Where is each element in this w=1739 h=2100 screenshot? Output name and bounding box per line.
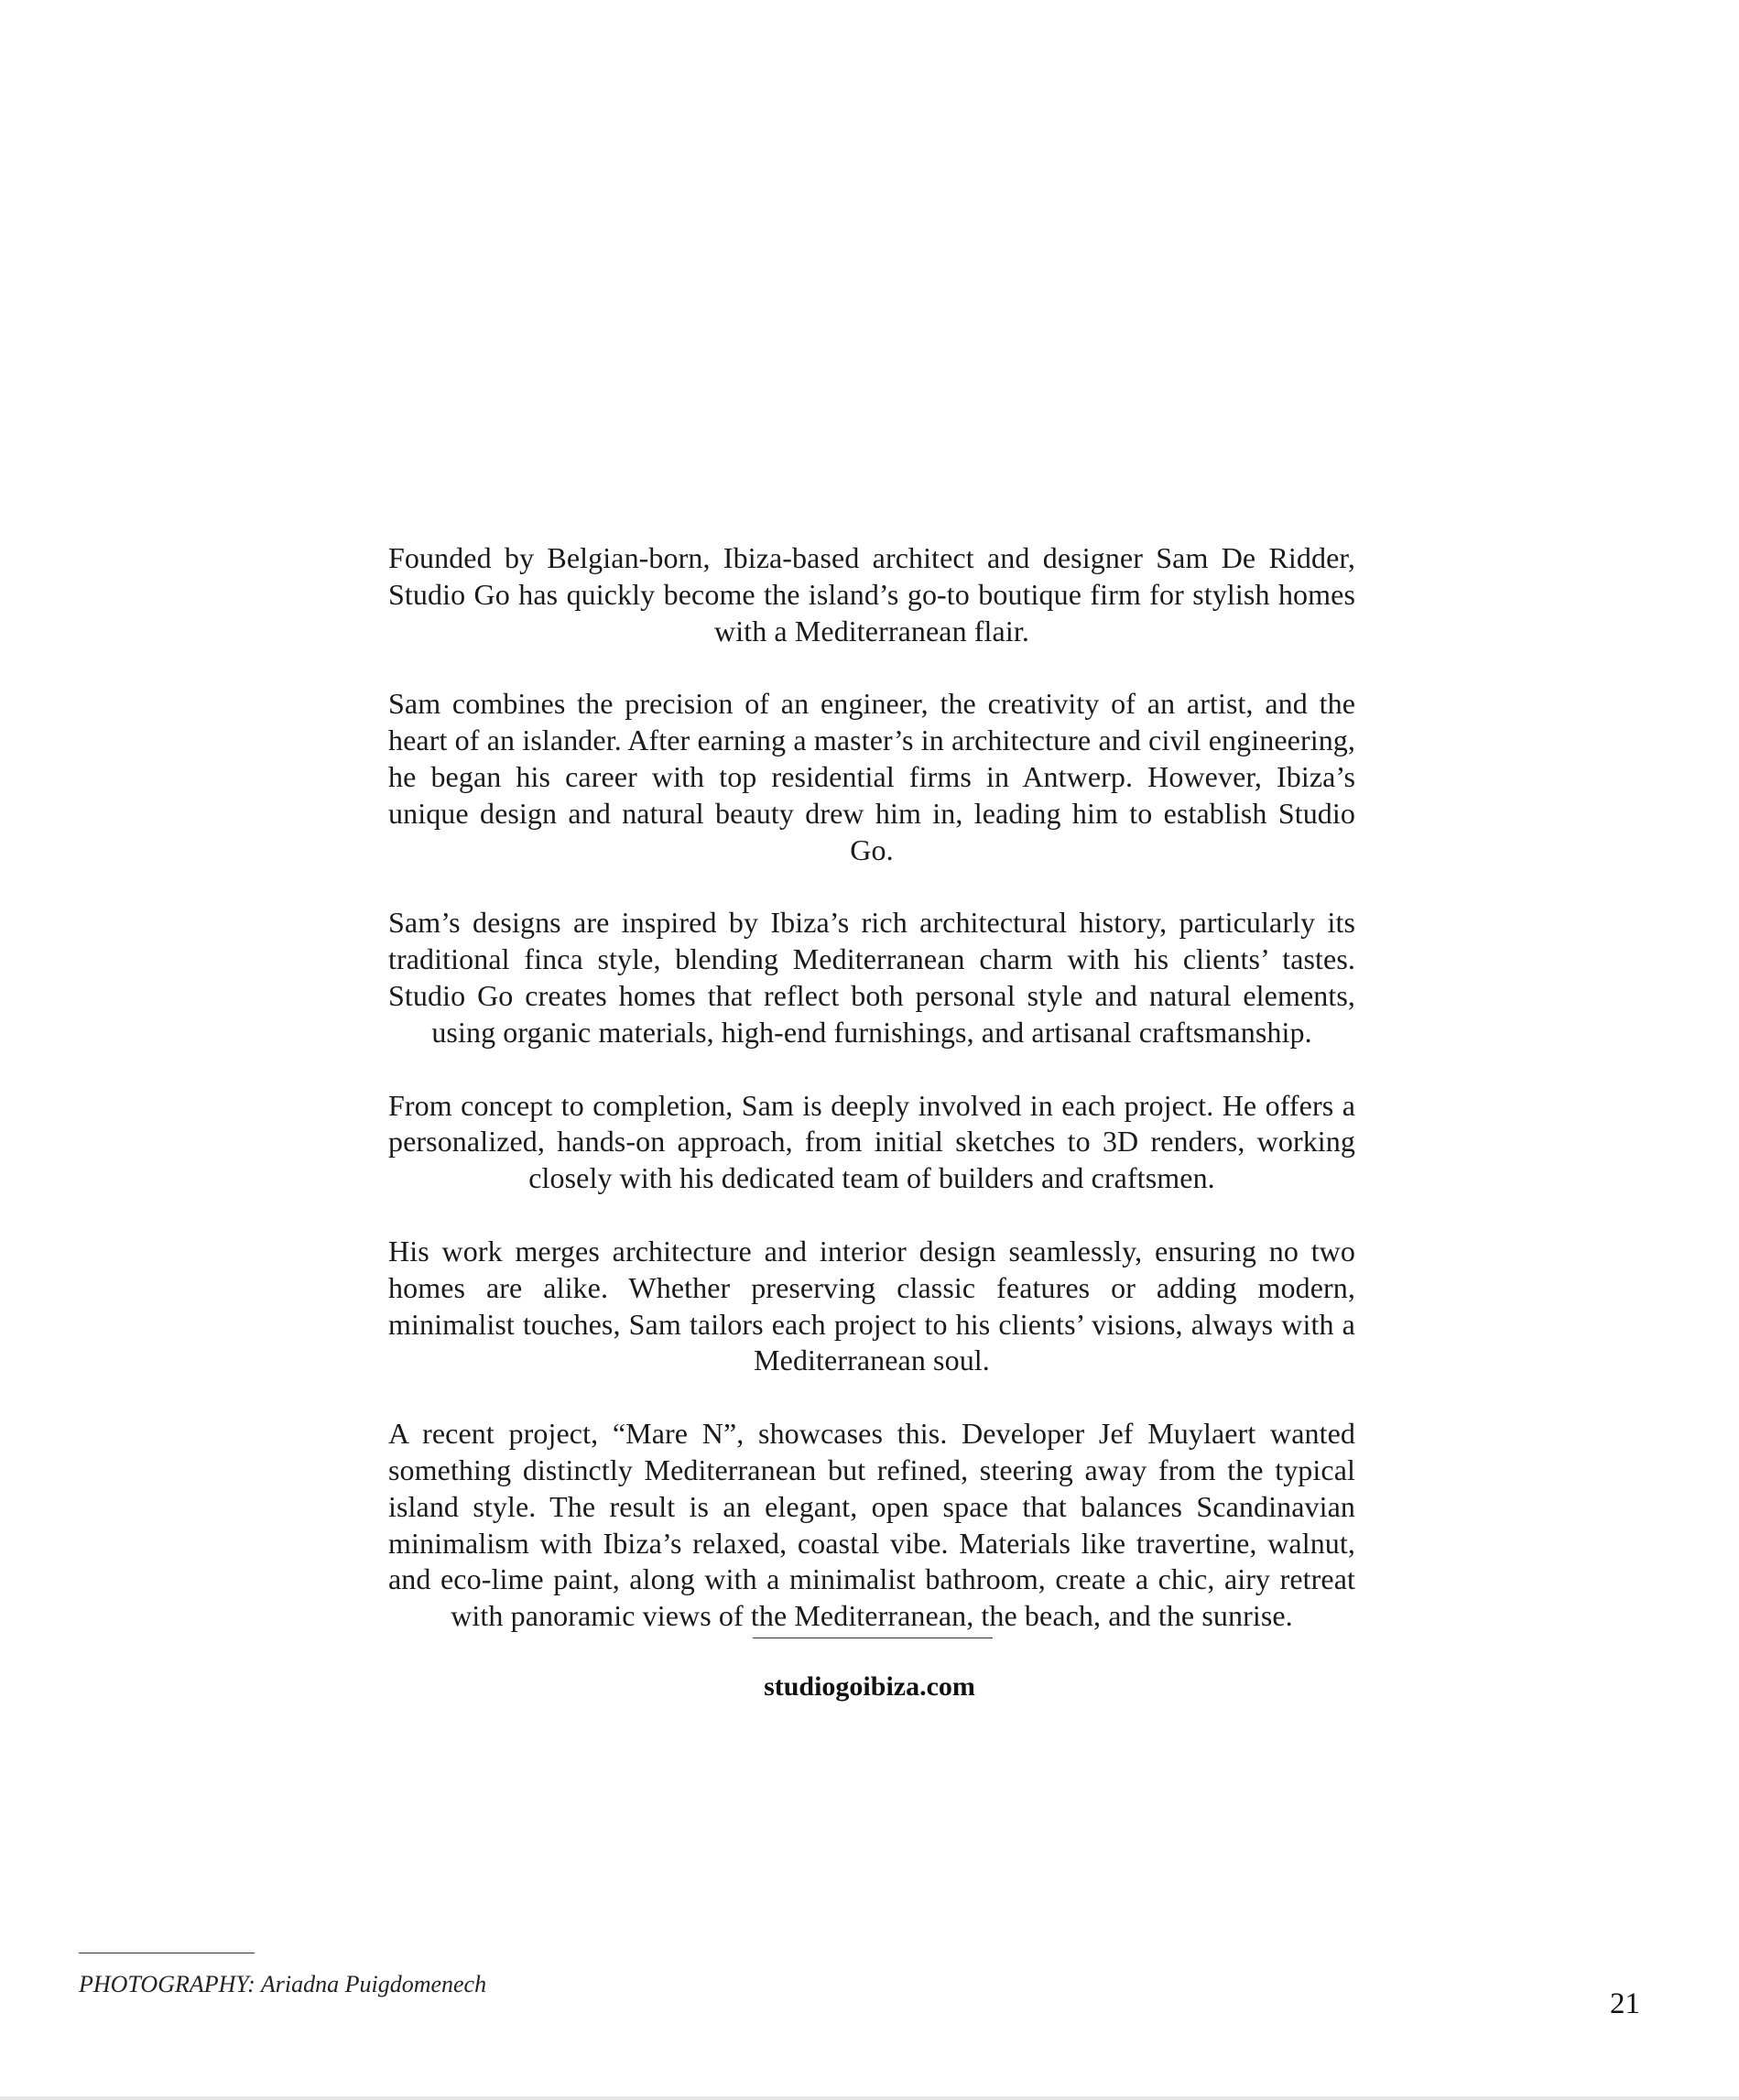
photography-credit: PHOTOGRAPHY: Ariadna Puigdomenech: [79, 1971, 487, 1997]
article-paragraph-approach: His work merges architecture and interior design seamlessly, ensuring no two homes are alike. Whether preserving classic features or adding modern, minimalist touches, Sam tailors each project to his clients’ visions, always with a Mediterranean soul.: [388, 1234, 1355, 1377]
article-paragraph-background: Sam combines the precision of an engineer, the creativity of an artist, and the heart of an islander. After earning a master’s in architecture and civil engineering, he began his career with top residential firms in Antwerp. However, Ibiza’s unique design and natural beauty drew him in, leading him to establish Studio Go.: [388, 687, 1355, 866]
page-bottom-edge: [0, 2096, 1739, 2100]
article-body: [388, 540, 1355, 1671]
article-paragraph-inspiration: Sam’s designs are inspired by Ibiza’s rich architectural history, particularly its traditional finca style, blending Mediterranean charm with his clients’ tastes. Studio Go creates homes that reflect both personal style and natural elements, using organic materials, high-end furnishings, and artisanal craftsmanship.: [388, 906, 1355, 1049]
website-link[interactable]: studiogoibiza.com: [764, 1671, 975, 1702]
article-paragraph-process: From concept to completion, Sam is deeply involved in each project. He offers a personalized, hands-on approach, from initial sketches to 3D renders, working closely with his dedicated team of builders and craftsmen.: [388, 1088, 1355, 1195]
article-paragraph-project: A recent project, “Mare N”, showcases this. Developer Jef Muylaert wanted something distinctly Mediterranean but refined, steering away from the typical island style. The result is an elegant, open space that balances Scandinavian minimalism with Ibiza’s relaxed, coastal vibe. Materials like travertine, walnut, and eco-lime paint, along with a minimalist bathroom, create a chic, airy retreat with panoramic views of the Mediterranean, the beach, and the sunrise.: [388, 1417, 1355, 1633]
page-number: 21: [1610, 1987, 1640, 2020]
article-paragraph-intro: Founded by Belgian-born, Ibiza-based architect and designer Sam De Ridder, Studio Go has quickly become the island’s go-to boutique firm for stylish homes with a Mediterranean flair.: [388, 541, 1355, 647]
